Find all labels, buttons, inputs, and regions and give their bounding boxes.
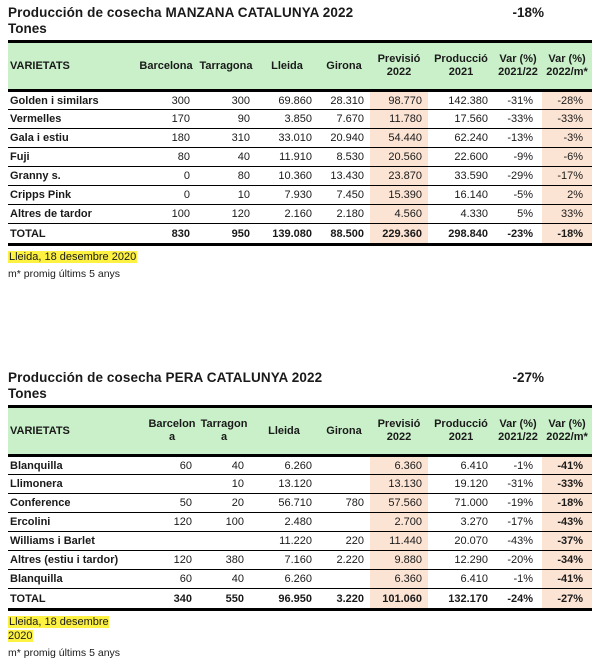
- value-cell: 0: [136, 167, 196, 186]
- total-cell: 3.220: [318, 589, 370, 610]
- column-header-varietats: VARIETATS: [8, 42, 136, 91]
- value-cell: 40: [196, 148, 256, 167]
- value-cell: -18%: [542, 494, 592, 513]
- value-cell: 3.850: [256, 110, 318, 129]
- value-cell: -20%: [494, 551, 542, 570]
- value-cell: 120: [196, 205, 256, 224]
- variety-cell: Ercolini: [8, 513, 146, 532]
- column-header-girona: Girona: [318, 42, 370, 91]
- value-cell: 17.560: [428, 110, 494, 129]
- table-row: [8, 110, 592, 129]
- total-cell: 101.060: [370, 589, 428, 610]
- table-footer: [8, 589, 592, 610]
- manzana-section: [8, 5, 592, 280]
- value-cell: -31%: [494, 91, 542, 110]
- column-header-tarragona: Tarragona: [198, 407, 250, 456]
- value-cell: -31%: [494, 475, 542, 494]
- value-cell: 170: [136, 110, 196, 129]
- value-cell: 13.130: [370, 475, 428, 494]
- value-cell: 71.000: [428, 494, 494, 513]
- value-cell: 69.860: [256, 91, 318, 110]
- table-row: [8, 513, 592, 532]
- column-header-girona: Girona: [318, 407, 370, 456]
- value-cell: -33%: [494, 110, 542, 129]
- value-cell: 54.440: [370, 129, 428, 148]
- table-footer: [8, 224, 592, 245]
- value-cell: [198, 532, 250, 551]
- value-cell: [318, 456, 370, 475]
- value-cell: 120: [146, 551, 198, 570]
- table-body: [8, 91, 592, 224]
- value-cell: 33.590: [428, 167, 494, 186]
- total-cell: 950: [196, 224, 256, 245]
- value-cell: 40: [198, 570, 250, 589]
- table-row: [8, 186, 592, 205]
- manzana-total-variation: -18%: [512, 5, 544, 20]
- value-cell: -43%: [542, 513, 592, 532]
- value-cell: 2.480: [250, 513, 318, 532]
- column-header-barcelona: Barcelona: [146, 407, 198, 456]
- column-header-tarragona: Tarragona: [196, 42, 256, 91]
- value-cell: 6.410: [428, 456, 494, 475]
- pera-section: [8, 370, 592, 659]
- value-cell: 60: [146, 570, 198, 589]
- value-cell: 33%: [542, 205, 592, 224]
- value-cell: 11.440: [370, 532, 428, 551]
- variety-cell: Vermelles: [8, 110, 136, 129]
- value-cell: 2.160: [256, 205, 318, 224]
- value-cell: 4.330: [428, 205, 494, 224]
- value-cell: -6%: [542, 148, 592, 167]
- value-cell: 300: [136, 91, 196, 110]
- total-cell: 139.080: [256, 224, 318, 245]
- value-cell: 10: [198, 475, 250, 494]
- value-cell: 2.700: [370, 513, 428, 532]
- value-cell: 40: [198, 456, 250, 475]
- value-cell: -17%: [542, 167, 592, 186]
- manzana-production-table: [8, 40, 592, 246]
- column-header-barcelona: Barcelona: [136, 42, 196, 91]
- value-cell: 300: [196, 91, 256, 110]
- header-row: [8, 407, 592, 456]
- value-cell: 13.430: [318, 167, 370, 186]
- variety-cell: Granny s.: [8, 167, 136, 186]
- table-row: [8, 532, 592, 551]
- value-cell: [146, 475, 198, 494]
- value-cell: 220: [318, 532, 370, 551]
- column-header-var-2021-22: Var (%) 2021/22: [494, 42, 542, 91]
- value-cell: 7.160: [250, 551, 318, 570]
- value-cell: 13.120: [250, 475, 318, 494]
- table-row: [8, 494, 592, 513]
- variety-cell: Conference: [8, 494, 146, 513]
- value-cell: 100: [198, 513, 250, 532]
- variety-cell: Williams i Barlet: [8, 532, 146, 551]
- value-cell: 33.010: [256, 129, 318, 148]
- total-cell: -27%: [542, 589, 592, 610]
- table-body: [8, 456, 592, 589]
- total-cell: 550: [198, 589, 250, 610]
- units-subtitle: Tones: [8, 21, 47, 36]
- value-cell: [318, 513, 370, 532]
- date-footnote-highlighted: Lleida, 18 desembre 2020: [9, 251, 137, 263]
- value-cell: 7.930: [256, 186, 318, 205]
- value-cell: 7.670: [318, 110, 370, 129]
- value-cell: 20: [198, 494, 250, 513]
- value-cell: -33%: [542, 475, 592, 494]
- value-cell: 90: [196, 110, 256, 129]
- value-cell: 56.710: [250, 494, 318, 513]
- value-cell: 6.260: [250, 456, 318, 475]
- table-header: [8, 42, 592, 91]
- value-cell: 16.140: [428, 186, 494, 205]
- value-cell: 20.940: [318, 129, 370, 148]
- value-cell: 11.780: [370, 110, 428, 129]
- value-cell: -28%: [542, 91, 592, 110]
- value-cell: -29%: [494, 167, 542, 186]
- column-header-varietats: VARIETATS: [8, 407, 146, 456]
- total-cell: -23%: [494, 224, 542, 245]
- total-label: TOTAL: [8, 224, 136, 245]
- units-subtitle: Tones: [8, 386, 47, 401]
- value-cell: 22.600: [428, 148, 494, 167]
- value-cell: 28.310: [318, 91, 370, 110]
- variety-cell: Blanquilla: [8, 570, 146, 589]
- value-cell: -1%: [494, 570, 542, 589]
- total-row: [8, 589, 592, 610]
- table-row: [8, 205, 592, 224]
- value-cell: 2%: [542, 186, 592, 205]
- value-cell: 62.240: [428, 129, 494, 148]
- header-row: [8, 42, 592, 91]
- value-cell: 380: [198, 551, 250, 570]
- table-row: [8, 570, 592, 589]
- value-cell: 6.360: [370, 456, 428, 475]
- value-cell: 2.180: [318, 205, 370, 224]
- value-cell: 11.220: [250, 532, 318, 551]
- value-cell: -37%: [542, 532, 592, 551]
- value-cell: 20.070: [428, 532, 494, 551]
- value-cell: -13%: [494, 129, 542, 148]
- value-cell: 100: [136, 205, 196, 224]
- value-cell: 20.560: [370, 148, 428, 167]
- total-cell: -18%: [542, 224, 592, 245]
- value-cell: 8.530: [318, 148, 370, 167]
- page-title-pera: Producción de cosecha PERA CATALUNYA 2022: [8, 370, 323, 385]
- column-header-lleida: Lleida: [250, 407, 318, 456]
- value-cell: 310: [196, 129, 256, 148]
- variety-cell: Llimonera: [8, 475, 146, 494]
- value-cell: 142.380: [428, 91, 494, 110]
- variety-cell: Golden i similars: [8, 91, 136, 110]
- value-cell: -5%: [494, 186, 542, 205]
- value-cell: 6.410: [428, 570, 494, 589]
- variety-cell: Cripps Pink: [8, 186, 136, 205]
- value-cell: -9%: [494, 148, 542, 167]
- column-header-produccio-2021: Producció 2021: [428, 407, 494, 456]
- date-footnote-wrap: [8, 615, 118, 643]
- column-header-var-2021-22: Var (%) 2021/22: [494, 407, 542, 456]
- value-cell: 0: [136, 186, 196, 205]
- table-row: [8, 91, 592, 110]
- total-label: TOTAL: [8, 589, 146, 610]
- variety-cell: Fuji: [8, 148, 136, 167]
- value-cell: 15.390: [370, 186, 428, 205]
- total-cell: 132.170: [428, 589, 494, 610]
- value-cell: 19.120: [428, 475, 494, 494]
- manzana-title-row: [8, 5, 592, 21]
- table-row: [8, 551, 592, 570]
- pera-total-variation: -27%: [512, 370, 544, 385]
- value-cell: 12.290: [428, 551, 494, 570]
- value-cell: [318, 570, 370, 589]
- column-header-var-2022-m: Var (%) 2022/m*: [542, 42, 592, 91]
- value-cell: [146, 532, 198, 551]
- value-cell: 180: [136, 129, 196, 148]
- pera-title-row: [8, 370, 592, 386]
- date-footnote-wrap: [8, 250, 592, 264]
- value-cell: 57.560: [370, 494, 428, 513]
- table-header: [8, 407, 592, 456]
- value-cell: 120: [146, 513, 198, 532]
- table-row: [8, 456, 592, 475]
- value-cell: -17%: [494, 513, 542, 532]
- value-cell: -34%: [542, 551, 592, 570]
- total-cell: 298.840: [428, 224, 494, 245]
- value-cell: 60: [146, 456, 198, 475]
- value-cell: 2.220: [318, 551, 370, 570]
- value-cell: [318, 475, 370, 494]
- table-row: [8, 148, 592, 167]
- variety-cell: Blanquilla: [8, 456, 146, 475]
- variety-cell: Altres (estiu i tardor): [8, 551, 146, 570]
- value-cell: 23.870: [370, 167, 428, 186]
- value-cell: 4.560: [370, 205, 428, 224]
- value-cell: -41%: [542, 570, 592, 589]
- total-cell: 830: [136, 224, 196, 245]
- value-cell: 7.450: [318, 186, 370, 205]
- table-row: [8, 167, 592, 186]
- value-cell: 6.260: [250, 570, 318, 589]
- pera-production-table: [8, 405, 592, 611]
- column-header-produccio-2021: Producció 2021: [428, 42, 494, 91]
- average-footnote: m* promig últims 5 anys: [8, 268, 121, 280]
- value-cell: -19%: [494, 494, 542, 513]
- column-header-previsio-2022: Previsió 2022: [370, 42, 428, 91]
- value-cell: 3.270: [428, 513, 494, 532]
- total-cell: 340: [146, 589, 198, 610]
- total-cell: 88.500: [318, 224, 370, 245]
- column-header-var-2022-m: Var (%) 2022/m*: [542, 407, 592, 456]
- total-row: [8, 224, 592, 245]
- value-cell: 10.360: [256, 167, 318, 186]
- column-header-previsio-2022: Previsió 2022: [370, 407, 428, 456]
- value-cell: -1%: [494, 456, 542, 475]
- value-cell: -33%: [542, 110, 592, 129]
- value-cell: 5%: [494, 205, 542, 224]
- value-cell: -41%: [542, 456, 592, 475]
- page-title-manzana: Producción de cosecha MANZANA CATALUNYA 2022: [8, 5, 354, 20]
- value-cell: 80: [196, 167, 256, 186]
- value-cell: 6.360: [370, 570, 428, 589]
- value-cell: 10: [196, 186, 256, 205]
- value-cell: 50: [146, 494, 198, 513]
- variety-cell: Gala i estiu: [8, 129, 136, 148]
- value-cell: -43%: [494, 532, 542, 551]
- total-cell: -24%: [494, 589, 542, 610]
- average-footnote: m* promig últims 5 anys: [8, 647, 121, 659]
- value-cell: 11.910: [256, 148, 318, 167]
- column-header-lleida: Lleida: [256, 42, 318, 91]
- variety-cell: Altres de tardor: [8, 205, 136, 224]
- value-cell: 9.880: [370, 551, 428, 570]
- date-footnote-highlighted: Lleida, 18 desembre 2020: [8, 616, 109, 642]
- total-cell: 96.950: [250, 589, 318, 610]
- value-cell: 80: [136, 148, 196, 167]
- table-row: [8, 475, 592, 494]
- value-cell: -3%: [542, 129, 592, 148]
- value-cell: 98.770: [370, 91, 428, 110]
- total-cell: 229.360: [370, 224, 428, 245]
- value-cell: 780: [318, 494, 370, 513]
- table-row: [8, 129, 592, 148]
